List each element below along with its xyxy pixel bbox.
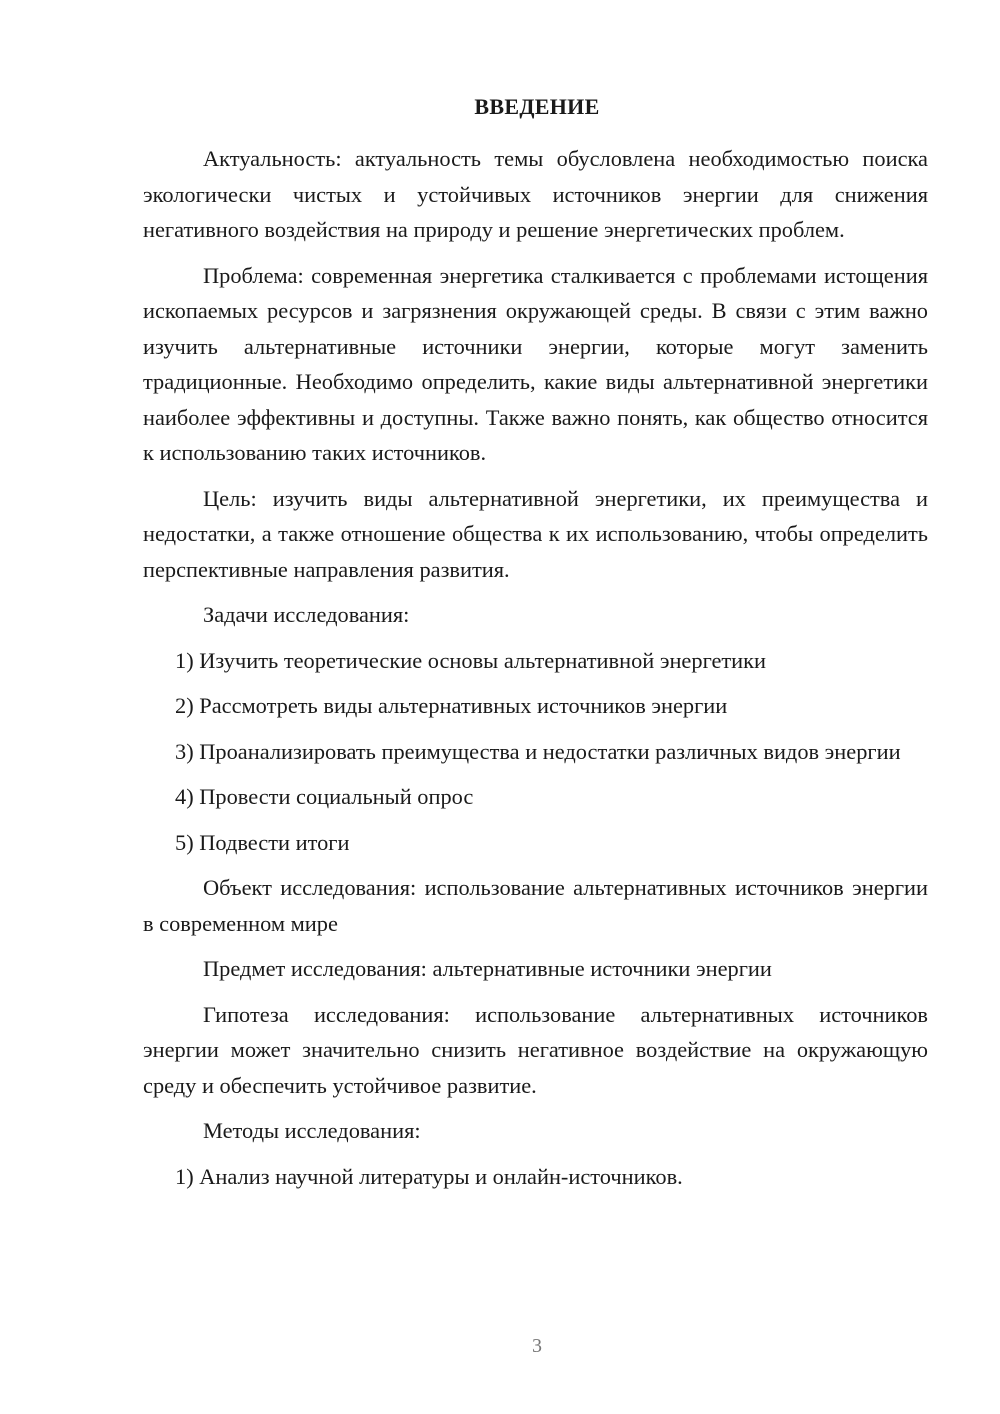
subject-paragraph: Предмет исследования: альтернативные источники энергии [203, 956, 772, 981]
task-item: 4) Провести социальный опрос [175, 784, 474, 809]
method-item: 1) Анализ научной литературы и онлайн-источников. [175, 1163, 683, 1189]
page-title: ВВЕДЕНИЕ [474, 94, 600, 119]
relevance-paragraph: Актуальность: актуальность темы обусловлена необходимостью поиска экологически чистых и устойчивых источников энергии для снижения негативного воздействия на природу и решение энергетических проблем. [143, 146, 928, 242]
object-paragraph: Объект исследования: использование альтернативных источников энергии в современном мире [143, 875, 928, 936]
page-number: 3 [532, 1335, 542, 1357]
task-item: 5) Подвести итоги [175, 829, 350, 855]
tasks-heading: Задачи исследования: [203, 602, 410, 627]
problem-paragraph: Проблема: современная энергетика сталкивается с проблемами истощения ископаемых ресурсов и загрязнения окружающей среды. В связи с этим важно изучить альтернативные источники энергии, которые могут заменить традиционные. Необходимо определить, какие виды альтернативной энергетики наиболее эффективны и доступны. Также важно понять, как общество относится к использованию таких источников. [143, 262, 928, 465]
task-item: 1) Изучить теоретические основы альтернативной энергетики [175, 647, 767, 673]
task-item: 3) Проанализировать преимущества и недостатки различных видов энергии [175, 738, 901, 764]
goal-paragraph: Цель: изучить виды альтернативной энергетики, их преимущества и недостатки, а также отношение общества к их использованию, чтобы определить перспективные направления развития. [143, 485, 928, 582]
methods-heading: Методы исследования: [203, 1118, 421, 1143]
hypothesis-paragraph: Гипотеза исследования: использование альтернативных источников энергии может значительно снизить негативное воздействие на окружающую среду и обеспечить устойчивое развитие. [143, 1001, 928, 1098]
task-item: 2) Рассмотреть виды альтернативных источников энергии [175, 693, 728, 718]
document-body [143, 141, 928, 1204]
